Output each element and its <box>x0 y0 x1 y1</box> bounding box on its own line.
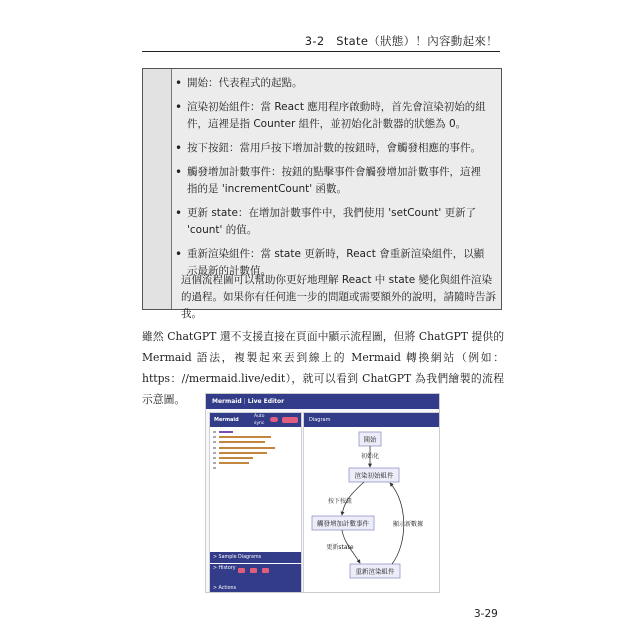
save-button[interactable] <box>282 417 298 423</box>
diagram-panel <box>303 412 440 593</box>
app-separator: | <box>243 398 246 405</box>
edge-show-label: 顯示新數據 <box>392 521 424 528</box>
node-rerender-label: 重新渲染組件 <box>355 567 395 576</box>
editor-header <box>210 413 301 427</box>
code-line <box>213 451 299 455</box>
step-list <box>187 75 487 287</box>
page-number: 3-29 <box>474 608 498 620</box>
body-paragraph: 雖然 ChatGPT 還不支援直接在頁面中顯示流程圖，但將 ChatGPT 提供的 Mermaid 語法，複製起來丟到線上的 Mermaid 轉換網站（例如：https：//mermaid.live/edit），就可以看到 ChatGPT 為我們繪製的流程示意圖。 <box>142 330 504 406</box>
auto-sync-toggle[interactable] <box>270 417 278 422</box>
history-button[interactable] <box>250 568 257 573</box>
code-line <box>213 461 299 465</box>
code-line <box>213 466 299 470</box>
history-button[interactable] <box>262 568 269 573</box>
editor-panel <box>209 412 302 593</box>
chatgpt-response-box <box>142 68 502 320</box>
step-item: • 渲染初始組件：當 React 應用程序啟動時，首先會渲染初始的組件，這裡是指 Counter 組件，並初始化計數器的狀態為 0。 <box>187 99 487 133</box>
edge-press-label: 按下按鈕 <box>327 498 353 505</box>
app-brand: Mermaid <box>212 398 242 405</box>
step-item: • 觸發增加計數事件：按鈕的點擊事件會觸發增加計數事件，這裡指的是 'incrementCount' 函數。 <box>187 164 487 198</box>
node-start-label: 開始 <box>363 435 377 444</box>
code-line <box>213 430 299 434</box>
sample-diagrams-toggle[interactable]: > Sample Diagrams <box>210 552 301 563</box>
step-item: • 開始：代表程式的起點。 <box>187 75 487 92</box>
callout-side-bar <box>143 69 172 309</box>
history-label: > History <box>213 566 236 571</box>
code-line <box>213 440 299 444</box>
flowchart <box>304 413 439 593</box>
chapter-title: 3-2 State（狀態）！內容動起來！ <box>304 34 498 48</box>
app-header <box>206 394 439 409</box>
code-line <box>213 456 299 460</box>
history-button[interactable] <box>238 568 245 573</box>
editor-label: Mermaid <box>214 417 239 423</box>
code-line <box>213 446 299 450</box>
diagram-header: Diagram <box>304 413 439 427</box>
edge-update-label: 更新state <box>326 544 354 551</box>
step-item: • 更新 state：在增加計數事件中，我們使用 'setCount' 更新了 'count' 的值。 <box>187 205 487 239</box>
code-editor[interactable] <box>213 430 299 472</box>
node-trigger-label: 觸發增加計數事件 <box>317 519 369 528</box>
code-line <box>213 435 299 439</box>
step-item: • 按下按鈕：當用戶按下增加計數的按鈕時，會觸發相應的事件。 <box>187 140 487 157</box>
auto-sync-label: Auto sync <box>254 414 265 426</box>
header-rule <box>142 51 500 52</box>
edge-init-label: 初始化 <box>360 453 380 460</box>
running-header <box>0 33 640 53</box>
actions-toggle[interactable]: > Actions <box>210 583 301 593</box>
app-title: Live Editor <box>247 398 285 405</box>
callout-summary: 這個流程圖可以幫助你更好地理解 React 中 state 變化與組件渲染的過程。如果你有任何進一步的問題或需要額外的說明，請隨時告訴我。 <box>181 274 496 320</box>
step-item: • 重新渲染組件：當 state 更新時，React 會重新渲染組件，以顯示最新的計數值。 <box>187 246 487 280</box>
node-render-init-label: 渲染初始組件 <box>354 471 394 480</box>
mermaid-live-editor-screenshot <box>205 393 440 593</box>
